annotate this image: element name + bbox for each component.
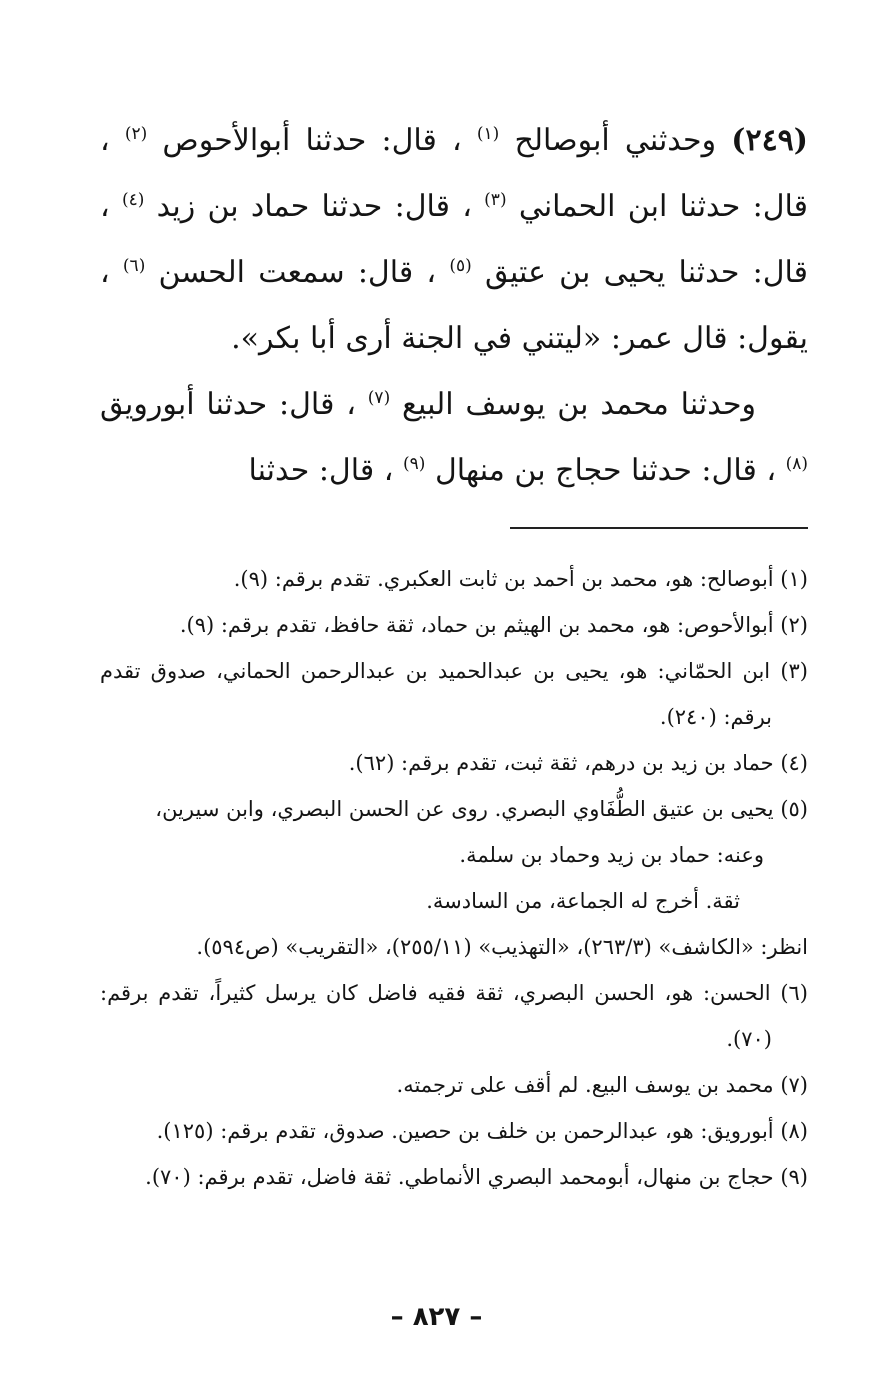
text-segment: ، يقول: قال عمر: «ليتني في الجنة أرى أبا بكر».: [100, 255, 808, 356]
footnote-ref-6[interactable]: (٦): [122, 256, 146, 276]
footnote-7: (٧) محمد بن يوسف البيع. لم أقف على ترجمته.: [396, 1073, 808, 1097]
page-number: – ٨٢٧ –: [390, 1302, 483, 1332]
footnote-ref-1[interactable]: (١): [476, 124, 500, 144]
footnote-3: (٣) ابن الحمّاني: هو، يحيى بن عبدالحميد بن عبدالرحمن الحماني، صدوق تقدم برقم: (٢٤٠).: [100, 659, 808, 729]
footnote-ref-9[interactable]: (٩): [402, 454, 426, 474]
text-segment: ، قال: حدثنا حجاج بن منهال: [434, 453, 777, 488]
footnote-9: (٩) حجاج بن منهال، أبومحمد البصري الأنماطي. ثقة فاضل، تقدم برقم: (٧٠).: [145, 1165, 808, 1189]
text-segment: ، قال: حدثنا حماد بن زيد: [156, 189, 472, 224]
text-segment: ، قال: سمعت الحسن: [158, 255, 437, 290]
footnote-5: (٥) يحيى بن عتيق الطُّفَاوي البصري. روى عن الحسن البصري، وابن سيرين،: [155, 797, 808, 821]
paragraph-hadith-249: [100, 108, 808, 372]
footnote-6: (٦) الحسن: هو، الحسن البصري، ثقة فقيه فاضل كان يرسل كثيراً، تقدم برقم: (٧٠).: [100, 981, 808, 1051]
footnote-5-line-2: وعنه: حماد بن زيد وحماد بن سلمة.: [459, 843, 764, 867]
footnote-8: (٨) أبورويق: هو، عبدالرحمن بن خلف بن حصين. صدوق، تقدم برقم: (١٢٥).: [156, 1119, 808, 1143]
footnotes: [100, 556, 808, 1200]
text-segment: وحدثنا محمد بن يوسف البيع: [402, 387, 756, 422]
text-segment: ، قال: حدثنا أبوالأحوص: [162, 123, 462, 158]
footnote-ref-5[interactable]: (٥): [449, 256, 472, 276]
footnote-divider: [510, 527, 808, 529]
text-segment: ، قال: حدثنا ابن الحماني: [100, 123, 808, 224]
main-text: [100, 108, 808, 504]
hadith-number: (٢٤٩): [731, 123, 808, 158]
text-segment: وحدثني أبوصالح: [514, 123, 717, 158]
footnote-ref-3[interactable]: (٣): [484, 190, 507, 210]
paragraph-second-chain: [100, 372, 808, 504]
footnote-5-line-3: ثقة. أخرج له الجماعة، من السادسة.: [426, 889, 740, 913]
text-segment: ، قال: حدثنا: [248, 453, 394, 488]
footnote-2: (٢) أبوالأحوص: هو، محمد بن الهيثم بن حماد، ثقة حافظ، تقدم برقم: (٩).: [179, 613, 808, 637]
text-segment: ، قال: حدثنا أبورويق: [100, 387, 356, 422]
footnote-ref-2[interactable]: (٢): [124, 124, 148, 144]
footnote-1: (١) أبوصالح: هو، محمد بن أحمد بن ثابت العكبري. تقدم برقم: (٩).: [233, 567, 808, 591]
footnote-ref-4[interactable]: (٤): [121, 190, 145, 210]
footnote-5-line-4: انظر: «الكاشف» (٢٦٣/٣)، «التهذيب» (٢٥٥/١١)، «التقريب» (ص٥٩٤).: [196, 935, 808, 959]
footnote-4: (٤) حماد بن زيد بن درهم، ثقة ثبت، تقدم برقم: (٦٢).: [348, 751, 808, 775]
text-segment: ، قال: حدثنا يحيى بن عتيق: [100, 189, 808, 290]
footnote-ref-8[interactable]: (٨): [785, 454, 808, 474]
footnote-ref-7[interactable]: (٧): [367, 388, 391, 408]
